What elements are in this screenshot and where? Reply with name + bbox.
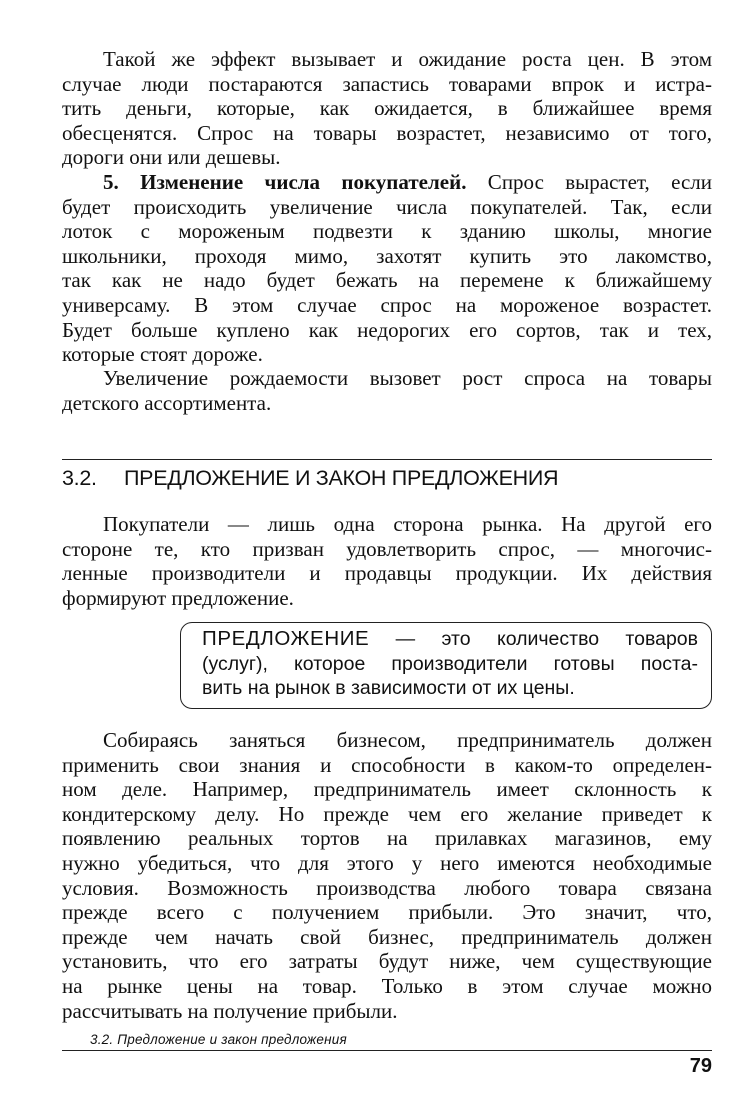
- text-line: появлению реальных тортов на прилавках магазинов, ему: [62, 826, 712, 851]
- definition-body: — это количество товаров: [369, 628, 698, 650]
- text-line: детского ассортимента.: [62, 390, 272, 415]
- paragraph-price-expectation: [62, 47, 712, 170]
- page-number: 79: [689, 1055, 712, 1077]
- text-line: на рынке цены на товар. Только в этом случае можно: [62, 973, 712, 998]
- text-line: кондитерскому делу. Но прежде чем его желание приведет к: [62, 801, 712, 826]
- text-line: [202, 627, 698, 652]
- definition-text: [202, 627, 698, 701]
- text-line: прежде всего с получением прибыли. Это значит, что,: [62, 900, 712, 925]
- paragraph-birth-rate: [62, 366, 712, 415]
- section-divider: [62, 459, 712, 460]
- text-line: применить свои знания и способности в каком-то определен-: [62, 752, 712, 777]
- running-title: 3.2. Предложение и закон предложения: [90, 1032, 347, 1047]
- text-line: вить на рынок в зависимости от их цены.: [202, 677, 575, 700]
- section-title: ПРЕДЛОЖЕНИЕ И ЗАКОН ПРЕДЛОЖЕНИЯ: [124, 466, 559, 490]
- text-line: дороги они или дешевы.: [62, 145, 281, 170]
- text-line: рассчитывать на получение прибыли.: [62, 998, 398, 1023]
- definition-term: ПРЕДЛОЖЕНИЕ: [202, 627, 370, 650]
- text-line: нужно убедиться, что для этого у него имеются необходимые: [62, 850, 712, 875]
- text-line: Такой же эффект вызывает и ожидание роста цен. В этом: [103, 47, 712, 71]
- text-line: обесценятся. Спрос на товары возрастет, независимо от того,: [62, 120, 712, 145]
- text-line: Будет больше куплено как недорогих его сортов, так и тех,: [62, 317, 712, 342]
- item-text: Спрос вырастет, если: [466, 170, 712, 194]
- text-line: так как не надо будет бежать на перемене к ближайшему: [62, 268, 712, 293]
- text-line: лоток с мороженым подвезти к зданию школы, многие: [62, 219, 712, 244]
- paragraph-entrepreneur: [62, 728, 712, 1023]
- text-line: ленные производители и продавцы продукции. Их действия: [62, 561, 712, 586]
- text-line: Покупатели — лишь одна сторона рынка. На другой его: [103, 512, 712, 536]
- text-line: школьники, проходя мимо, захотят купить это лакомство,: [62, 243, 712, 268]
- text-line: прежде чем начать свой бизнес, предприниматель должен: [62, 924, 712, 949]
- text-line: универсаму. В этом случае спрос на мороженое возрастет.: [62, 292, 712, 317]
- text-line: Собираясь заняться бизнесом, предприниматель должен: [103, 728, 712, 752]
- text-line: которые стоят дороже.: [62, 342, 263, 367]
- paragraph-buyers-count: [62, 170, 712, 367]
- section-heading: [62, 466, 712, 491]
- text-line: [62, 170, 712, 195]
- text-line: (услуг), которое производители готовы поста-: [202, 652, 698, 675]
- footer-divider: [62, 1050, 712, 1051]
- text-line: условия. Возможность производства любого товара связана: [62, 875, 712, 900]
- text-line: ном деле. Например, предприниматель имеет склонность к: [62, 777, 712, 802]
- paragraph-sellers: [62, 512, 712, 610]
- text-line: тить деньги, которые, как ожидается, в ближайшее время: [62, 96, 712, 121]
- item-heading: 5. Изменение числа покупателей.: [103, 170, 467, 194]
- text-line: случае люди постараются запастись товарами впрок и истра-: [62, 71, 712, 96]
- section-number: 3.2.: [62, 466, 97, 490]
- text-line: формируют предложение.: [62, 585, 294, 610]
- text-line: Увеличение рождаемости вызовет рост спроса на товары: [103, 366, 712, 390]
- text-line: будет происходить увеличение числа покупателей. Так, если: [62, 194, 712, 219]
- text-line: стороне те, кто призван удовлетворить спрос, — многочис-: [62, 536, 712, 561]
- text-line: установить, что его затраты будут ниже, чем существующие: [62, 949, 712, 974]
